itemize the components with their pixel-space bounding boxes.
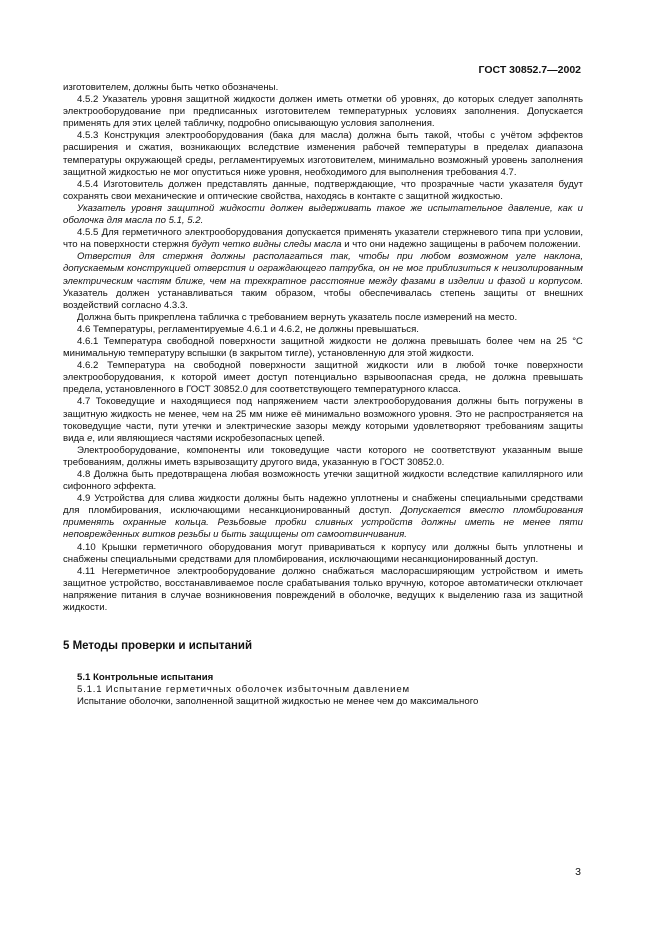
text-run: и что они надежно защищены в рабочем положении. bbox=[341, 239, 581, 251]
text-run: Указатель должен устанавливаться таким образом, чтобы обеспечивалась степень защиты от внешних воздействий согласно 4.3.3. bbox=[63, 287, 583, 311]
subsection-heading: 5.1 Контрольные испытания bbox=[77, 672, 214, 684]
section-heading: 5 Методы проверки и испытаний bbox=[63, 640, 253, 653]
document-body bbox=[63, 82, 583, 709]
text-run: , или являющиеся частями искробезопасных цепей. bbox=[92, 432, 325, 444]
paragraph-5-1-1-text: Испытание оболочки, заполненной защитной жидкостью не менее чем до максимального bbox=[77, 696, 479, 708]
text-run: 4.5.5 Для герметичного электрооборудования допускается применять указатели стержневого типа при условии, что на поверхности стержня bbox=[63, 227, 583, 251]
document-id-header: ГОСТ 30852.7—2002 bbox=[478, 64, 581, 76]
italic-text-run: е bbox=[87, 432, 93, 444]
paragraph-4-10: 4.10 Крышки герметичного оборудования могут привариваться к корпусу или должны быть уплотнены и снабжены специальными средствами для пломбирования, исключающими несанкционированный доступ. bbox=[63, 541, 583, 565]
paragraph-4-5-3: 4.5.3 Конструкция электрооборудования (бака для масла) должна быть такой, чтобы с учётом эффектов расширения и сжатия, возникающих вследствие изменения рабочей температуры в пределах диапазона температуры окружающей среды, регламентируемых изготовителем, минимально возможный уровень заполнения защитной жидкостью не мог опуститься ниже уровня, необходимого для выполнения требования 4.7. bbox=[63, 130, 583, 178]
italic-text-run: Отверстия для стержня должны располагаться так, чтобы при любом возможном угле наклона, допускаемым конструкцией отверстия и ограждающего патрубка, он не мог приблизиться к неизолированным электрическим частям ближе, чем на трехкратное расстояние между фазами в изделии и фазой и корпусом. bbox=[63, 251, 583, 287]
paragraph-4-5-4: 4.5.4 Изготовитель должен представлять данные, подтверждающие, что прозрачные части указателя будут сохранять свои механические и оптические свойства, находясь в контакте с защитной жидкостью. bbox=[63, 178, 583, 202]
paragraph: изготовителем, должны быть четко обозначены. bbox=[63, 82, 279, 93]
paragraph-4-7 bbox=[63, 396, 583, 444]
paragraph-4-5-5 bbox=[63, 227, 583, 251]
paragraph-italic-indicator-pressure: Указатель уровня защитной жидкости должен выдерживать такое же испытательное давление, как и оболочка для масла по 5.1, 5.2. bbox=[63, 202, 583, 227]
paragraph-4-6: 4.6 Температуры, регламентируемые 4.6.1 и 4.6.2, не должны превышаться. bbox=[77, 323, 419, 335]
paragraph-plate: Должна быть прикреплена табличка с требованием вернуть указатель после измерений на место. bbox=[77, 311, 518, 323]
paragraph-4-6-1: 4.6.1 Температура свободной поверхности защитной жидкости не должна превышать более чем на 25 °С минимальную температуру вспышки (в закрытом тигле), установленную для этой жидкости. bbox=[63, 335, 583, 360]
paragraph-4-9 bbox=[63, 493, 583, 541]
paragraph-rod-openings bbox=[63, 251, 583, 311]
text-run: 4.9 Устройства для слива жидкости должны быть надежно уплотнены и снабжены специальными средствами для пломбирования, исключающими несанкционированный доступ. bbox=[63, 493, 583, 517]
paragraph-4-11: 4.11 Негерметичное электрооборудование должно снабжаться маслорасширяющим устройством и иметь защитное устройство, восстанавливаемое после срабатывания только вручную, которое автоматически отключает напряжение питания в случае возникновения повреждений в оболочке, ведущих к выделению газа из защитной жидкости. bbox=[63, 565, 583, 614]
text-run: 4.7 Токоведущие и находящиеся под напряжением части электрооборудования должны быть погружены в защитную жидкость не менее, чем на 25 мм ниже её минимально возможного уровня. Это не распространяется на токоведущие части, пути утечки и электрические зазоры между которыми удовлетворяют требованиям защиты вида bbox=[63, 396, 583, 444]
paragraph-4-5-2: 4.5.2 Указатель уровня защитной жидкости должен иметь отметки об уровнях, до которых следует заполнять электрооборудование при предписанных изготовителем температурных условиях заполнения. Допускается применять для этих целей табличку, подробно описывающую условия заполнения. bbox=[63, 94, 583, 130]
subsubsection-heading: 5.1.1 Испытание герметичных оболочек избыточным давлением bbox=[77, 684, 410, 696]
paragraph-non-compliant-equipment: Электрооборудование, компоненты или токоведущие части которого не соответствуют указанным выше требованиям, должны иметь взрывозащиту другого вида, указанную в ГОСТ 30852.0. bbox=[63, 444, 583, 468]
italic-text-run: Допускается вместо пломбирования применять охранные кольца. Резьбовые пробки сливных устройств должны иметь не менее пяти неповрежденных витков резьбы и быть защищены от самоотвинчивания. bbox=[63, 505, 583, 541]
page-number: 3 bbox=[575, 866, 581, 878]
paragraph-4-8: 4.8 Должна быть предотвращена любая возможность утечки защитной жидкости вследствие капиллярного или сифонного эффекта. bbox=[63, 469, 583, 493]
paragraph-4-6-2: 4.6.2 Температура на свободной поверхности защитной жидкости или в любой точке поверхности электрооборудования, к которой имеет доступ потенциально взрывоопасная среда, не должна превышать предела, установленного в ГОСТ 30852.0 для соответствующего температурного класса. bbox=[63, 360, 583, 396]
italic-text-run: будут четко видны следы масла bbox=[191, 239, 342, 251]
